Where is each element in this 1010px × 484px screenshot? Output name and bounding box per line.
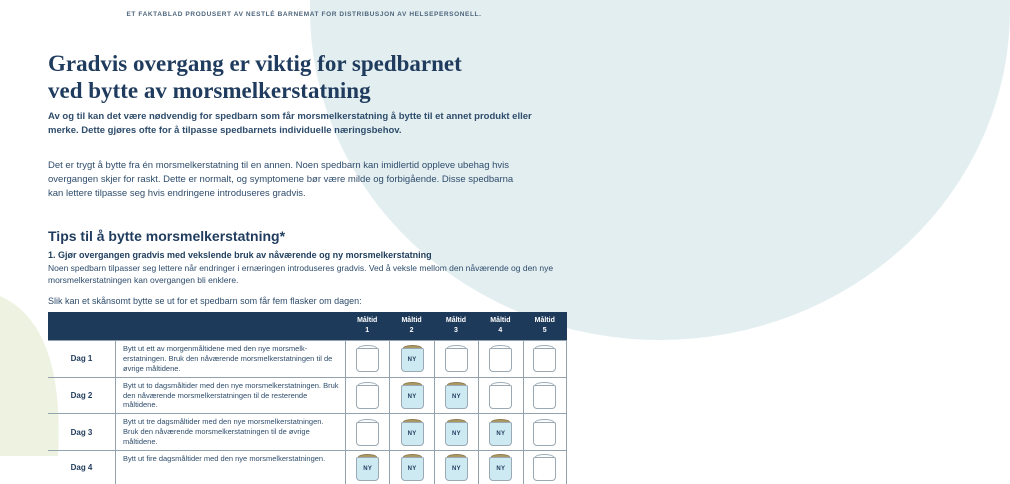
- meal-cell: [434, 450, 478, 484]
- meal-cell: [434, 340, 478, 377]
- current-formula-can-icon: [489, 382, 512, 409]
- can-body: [489, 348, 512, 372]
- new-label: NY: [407, 430, 417, 437]
- can-body: [533, 422, 556, 446]
- table-header-meal-3: [434, 312, 478, 340]
- meal-cell: [434, 377, 478, 414]
- current-formula-can-icon: [533, 454, 556, 481]
- meal-header-number: 2: [409, 326, 414, 334]
- day-cell: Dag 3: [48, 413, 115, 450]
- intro-lead-paragraph: Av og til kan det være nødvendig for spedbarn som får morsmelkerstatning å bytte til et annet produkt eller merke. Dette gjøres ofte for å tilpasse spedbarnets individuelle næringsbehov.: [48, 110, 532, 136]
- can-body: [489, 385, 512, 409]
- new-label: NY: [407, 466, 417, 473]
- new-label: NY: [452, 466, 461, 473]
- can-body: [401, 385, 424, 409]
- can-body: [356, 422, 379, 446]
- meal-header-number: 4: [498, 326, 503, 334]
- current-formula-can-icon: [489, 345, 512, 372]
- day-cell: Dag 4: [48, 450, 115, 484]
- step-1-body: Noen spedbarn tilpasser seg lettere når endringer i ernæringen introduseres gradvis. Ved å veksle mellom den nåværende og den nye morsmelkerstatningen kan overgangen bli enklere.: [48, 262, 554, 285]
- new-label: NY: [452, 394, 461, 400]
- can-body: [356, 457, 379, 481]
- new-label: NY: [363, 466, 373, 473]
- new-formula-can-icon: [401, 345, 424, 372]
- new-label: NY: [407, 394, 417, 400]
- new-label: NY: [496, 430, 506, 437]
- can-body: [489, 457, 512, 481]
- new-label: NY: [496, 466, 506, 473]
- can-body: [445, 457, 468, 481]
- meal-cell: [345, 413, 389, 450]
- meal-cell: [523, 377, 567, 414]
- current-formula-can-icon: [356, 419, 379, 446]
- table-header-spacer: [48, 312, 345, 340]
- new-formula-can-icon: [445, 382, 468, 409]
- meal-header-number: 1: [365, 326, 370, 334]
- meal-header-label: Måltid: [357, 317, 378, 324]
- meal-header-label: Måltid: [401, 317, 422, 324]
- current-formula-can-icon: [356, 345, 379, 372]
- meal-header-label: Måltid: [490, 317, 511, 324]
- can-body: [356, 385, 379, 409]
- meal-cell: [389, 377, 433, 414]
- description-cell: Bytt ut tre dagsmåltider med den nye morsmelkerstatningen. Bruk den nåværende morsmelkerstatningen til de øvrige måltidene.: [115, 413, 345, 450]
- page-title-line-2: ved bytte av morsmelkerstatning: [48, 78, 371, 104]
- new-label: NY: [407, 357, 417, 364]
- distribution-kicker: ET FAKTABLAD PRODUSERT AV NESTLÉ BARNEMAT FOR DISTRIBUSJON AV HELSEPERSONELL.: [126, 11, 482, 18]
- new-formula-can-icon: [401, 419, 424, 446]
- new-label: NY: [452, 430, 461, 437]
- meal-cell: [478, 450, 522, 484]
- new-formula-can-icon: [356, 454, 379, 481]
- meal-header-number: 3: [454, 326, 458, 334]
- can-body: [445, 422, 468, 446]
- meal-cell: [389, 413, 433, 450]
- meal-cell: [434, 413, 478, 450]
- current-formula-can-icon: [445, 345, 468, 372]
- intro-body-paragraph: Det er trygt å bytte fra én morsmelkerstatning til en annen. Noen spedbarn kan imidlertid oppleve ubehag hvis overgangen skjer for raskt. Dette er normalt, og symptomene bør være milde og forbigående. Disse spedbarna kan lettere tilpasse seg hvis endringene introduseres gradvis.: [48, 159, 514, 199]
- day-cell: Dag 2: [48, 377, 115, 414]
- meal-cell: [345, 377, 389, 414]
- new-formula-can-icon: [489, 419, 512, 446]
- meal-header-label: Måltid: [445, 317, 467, 324]
- meal-cell: [478, 413, 522, 450]
- meal-cell: [523, 450, 567, 484]
- meal-cell: [478, 377, 522, 414]
- description-cell: Bytt ut to dagsmåltider med den nye morsmelkerstatningen. Bruk den nåværende morsmelkerstatningen til de resterende måltidene.: [115, 377, 345, 414]
- can-body: [445, 348, 468, 372]
- can-body: [489, 422, 512, 446]
- description-cell: Bytt ut ett av morgenmåltidene med den nye morsmelkerstatningen. Bruk den nåværende morsmelkerstatningen til de øvrige måltidene.: [115, 340, 345, 377]
- can-body: [445, 385, 468, 409]
- transition-table: [48, 312, 567, 484]
- meal-cell: [389, 340, 433, 377]
- current-formula-can-icon: [533, 345, 556, 372]
- day-cell: Dag 1: [48, 340, 115, 377]
- meal-cell: [345, 340, 389, 377]
- can-body: [533, 348, 556, 372]
- page-title-line-1: Gradvis overgang er viktig for spedbarnet: [48, 51, 462, 77]
- step-1-title: 1. Gjør overgangen gradvis med vekslende bruk av nåværende og ny morsmelkerstatning: [48, 250, 432, 260]
- current-formula-can-icon: [533, 382, 556, 409]
- page-title: [48, 51, 588, 104]
- can-body: [533, 457, 556, 481]
- current-formula-can-icon: [356, 382, 379, 409]
- new-formula-can-icon: [445, 454, 468, 481]
- current-formula-can-icon: [533, 419, 556, 446]
- meal-cell: [345, 450, 389, 484]
- can-body: [356, 348, 379, 372]
- table-header-meal-4: [478, 312, 522, 340]
- meal-cell: [478, 340, 522, 377]
- tips-section-heading: Tips til å bytte morsmelkerstatning*: [48, 227, 286, 244]
- can-body: [401, 457, 424, 481]
- new-formula-can-icon: [401, 382, 424, 409]
- description-cell: Bytt ut fire dagsmåltider med den nye morsmelkerstatningen.: [115, 450, 345, 484]
- meal-header-number: 5: [542, 326, 547, 334]
- meal-cell: [389, 450, 433, 484]
- table-header-meal-2: [389, 312, 433, 340]
- meal-header-label: Måltid: [534, 317, 555, 324]
- table-intro-line: Slik kan et skånsomt bytte se ut for et spedbarn som får fem flasker om dagen:: [48, 296, 362, 306]
- can-body: [401, 348, 424, 372]
- can-body: [401, 422, 424, 446]
- new-formula-can-icon: [445, 419, 468, 446]
- can-body: [533, 385, 556, 409]
- meal-cell: [523, 413, 567, 450]
- new-formula-can-icon: [489, 454, 512, 481]
- table-header-meal-1: [345, 312, 389, 340]
- table-header-meal-5: [523, 312, 567, 340]
- new-formula-can-icon: [401, 454, 424, 481]
- meal-cell: [523, 340, 567, 377]
